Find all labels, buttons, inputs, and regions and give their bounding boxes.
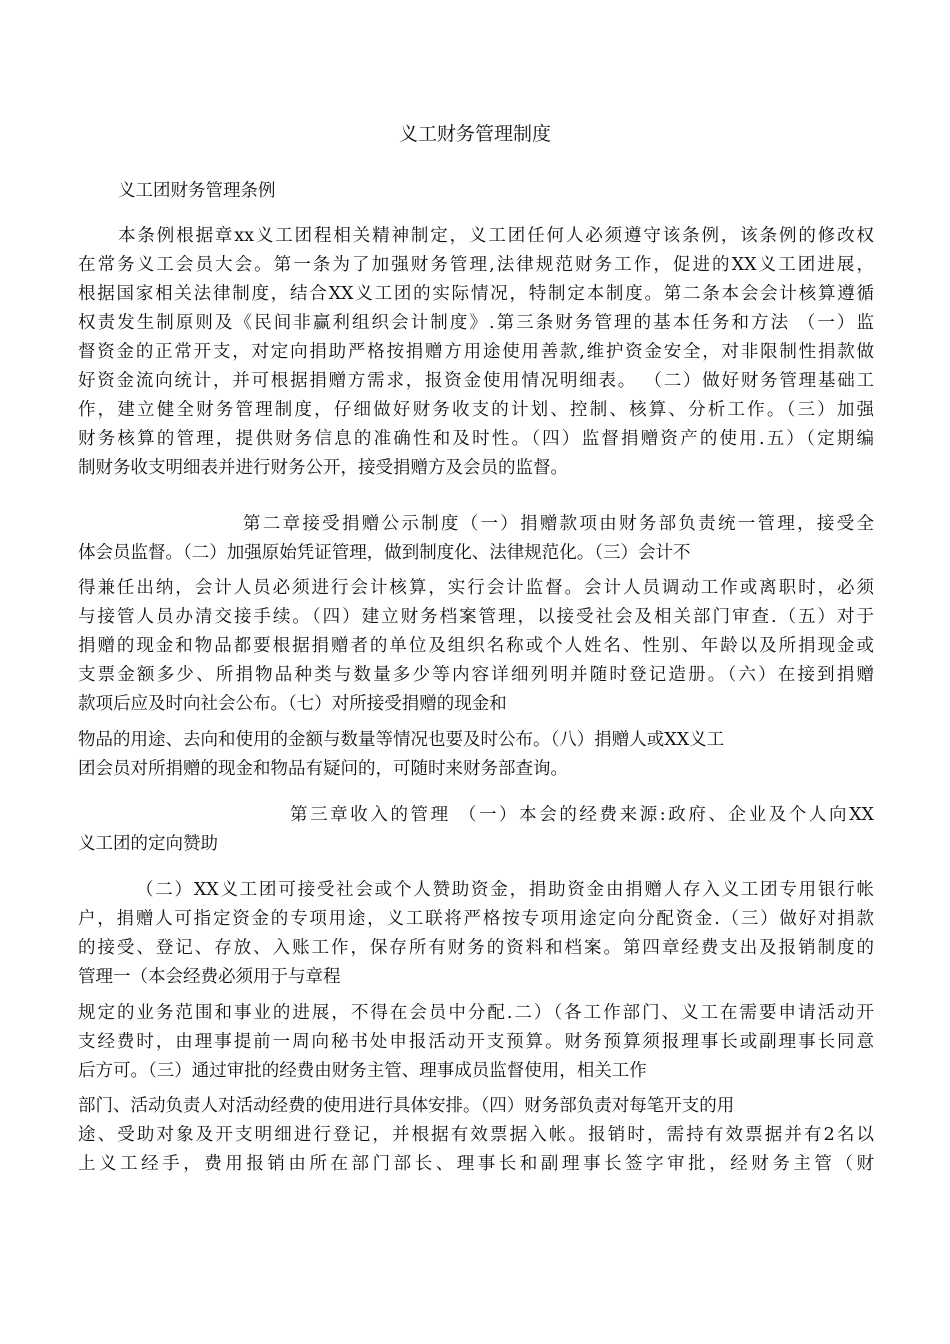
chapter-3-heading-line: 第三章收入的管理 （一）本会的经费来源:政府、企业及个人向XX [290,805,874,825]
paragraph-4-line: 部门、活动负责人对活动经费的使用进行具体安排。（四）财务部负责对每笔开支的用 [78,1096,735,1116]
paragraph-4-line: 规定的业务范围和事业的进展，不得在会员中分配.二）（各工作部门、义工在需要申请活动开 [78,1003,874,1023]
paragraph-4-line: 后方可。（三）通过审批的经费由财务主管、理事成员监督使用，相关工作 [78,1061,647,1081]
paragraph-1-line: 本条例根据章xx义工团程相关精神制定，义工团任何人必须遵守该条例，该条例的修改权 [118,226,874,246]
paragraph-1-line: 好资金流向统计，并可根据捐赠方需求，报资金使用情况明细表。 （二）做好财务管理基础工 [78,371,874,391]
paragraph-4-line: 支经费时，由理事提前一周向秘书处申报活动开支预算。财务预算须报理事长或副理事长同意 [78,1032,874,1052]
paragraph-4-line: 上义工经手，费用报销由所在部门部长、理事长和副理事长签字审批，经财务主管（财 [78,1154,874,1174]
paragraph-4-line: 户，捐赠人可指定资金的专项用途，义工联将严格按专项用途定向分配资金.（三）做好对捐款 [78,909,874,929]
paragraph-4-line: 途、受助对象及开支明细进行登记，并根据有效票据入帐。报销时，需持有效票据并有2名以 [78,1125,874,1145]
paragraph-2-line: 款项后应及时向社会公布。（七）对所接受捐赠的现金和 [78,694,507,714]
paragraph-1-line: 在常务义工会员大会。第一条为了加强财务管理,法律规范财务工作，促进的XX义工团进展， [78,255,874,275]
paragraph-4-line: 管理一（本会经费必须用于与章程 [78,967,341,987]
paragraph-1-line: 作，建立健全财务管理制度，仔细做好财务收支的计划、控制、核算、分析工作。（三）加强 [78,400,874,420]
paragraph-1-line: 制财务收支明细表并进行财务公开，接受捐赠方及会员的监督。 [78,458,568,478]
paragraph-2-line: 支票金额多少、所捐物品种类与数量多少等内容详细列明并随时登记造册。（六）在接到捐赠 [78,665,874,685]
chapter-2-heading-line: 第二章接受捐赠公示制度（一）捐赠款项由财务部负责统一管理，接受全 [243,514,874,534]
paragraph-1-line: 督资金的正常开支，对定向捐助严格按捐赠方用途使用善款,维护资金安全，对非限制性捐款做 [78,342,874,362]
paragraph-2-line: 物品的用途、去向和使用的金额与数量等情况也要及时公布。（八）捐赠人或XX义工 [78,730,725,750]
paragraph-2-line: 团会员对所捐赠的现金和物品有疑问的，可随时来财务部查询。 [78,759,568,779]
paragraph-2-line: 与接管人员办清交接手续。（四）建立财务档案管理，以接受社会及相关部门审查.（五）对于 [78,607,874,627]
paragraph-1-line: 根据国家相关法律制度，结合XX义工团的实际情况，特制定本制度。第二条本会会计核算遵循 [78,284,874,304]
paragraph-4-line: 的接受、登记、存放、入账工作，保存所有财务的资料和档案。第四章经费支出及报销制度的 [78,938,874,958]
paragraph-1-line: 财务核算的管理，提供财务信息的准确性和及时性。（四）监督捐赠资产的使用.五）（定期编 [78,429,874,449]
document-title: 义工财务管理制度 [398,123,551,145]
paragraph-4-line: （二）XX义工团可接受社会或个人赞助资金，捐助资金由捐赠人存入义工团专用银行帐 [136,880,874,900]
paragraph-2-line: 捐赠的现金和物品都要根据捐赠者的单位及组织名称或个人姓名、性别、年龄以及所捐现金或 [78,636,874,656]
paragraph-3-line: 义工团的定向赞助 [78,834,218,854]
paragraph-1-line: 权责发生制原则及《民间非赢利组织会计制度》.第三条财务管理的基本任务和方法 （一）监 [78,313,874,333]
paragraph-2-line: 得兼任出纳，会计人员必须进行会计核算，实行会计监督。会计人员调动工作或离职时，必须 [78,578,874,598]
paragraph-2-line: 体会员监督。（二）加强原始凭证管理，做到制度化、法律规范化。（三）会计不 [78,543,691,563]
subtitle: 义工团财务管理条例 [118,181,276,201]
